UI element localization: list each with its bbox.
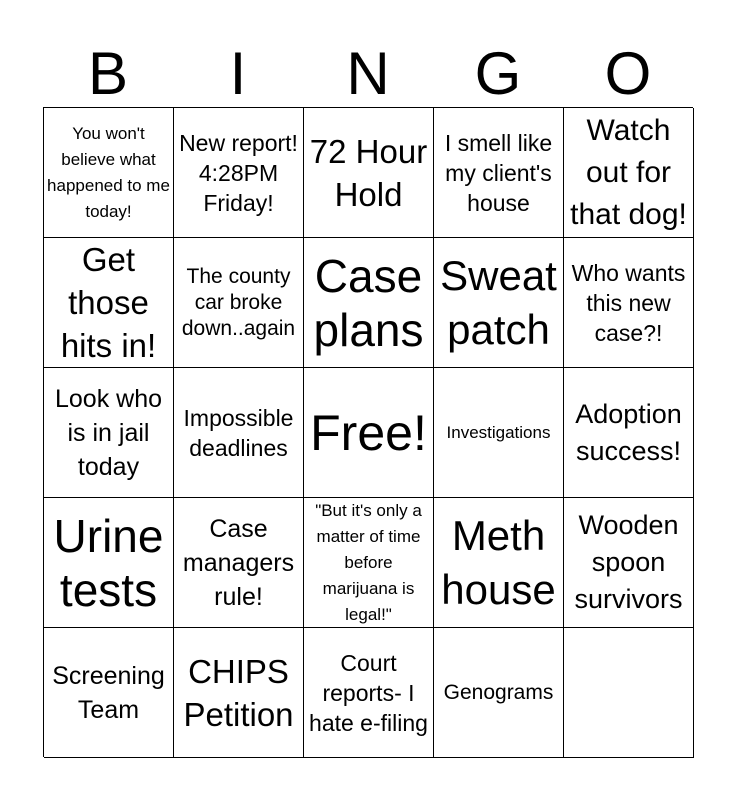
- cell-text: 72 Hour Hold: [309, 132, 428, 213]
- bingo-card: [43, 107, 693, 757]
- bingo-cell-7[interactable]: [174, 238, 304, 368]
- cell-text: Investigations: [446, 422, 551, 442]
- bingo-cell-3[interactable]: [304, 108, 434, 238]
- bingo-cell-25-empty[interactable]: [564, 628, 694, 758]
- header-letter-g: G: [474, 40, 522, 107]
- cell-text: Case managers rule!: [182, 514, 295, 611]
- header-letter-n: N: [346, 40, 390, 107]
- bingo-cell-2[interactable]: [174, 108, 304, 238]
- bingo-cell-10[interactable]: [564, 238, 694, 368]
- header-letter-i: I: [229, 40, 247, 107]
- bingo-cell-21[interactable]: [44, 628, 174, 758]
- bingo-cell-22[interactable]: [174, 628, 304, 758]
- free-space-text: Free!: [310, 404, 427, 461]
- cell-text: Genograms: [443, 680, 554, 704]
- bingo-cell-5[interactable]: [564, 108, 694, 238]
- bingo-cell-20[interactable]: [564, 498, 694, 628]
- cell-text: You won't believe what happened to me today!: [47, 123, 170, 221]
- cell-text: Screening Team: [52, 661, 165, 724]
- cell-text: Adoption success!: [575, 398, 682, 466]
- bingo-cell-24[interactable]: [434, 628, 564, 758]
- cell-text: New report! 4:28PM Friday!: [179, 129, 298, 216]
- bingo-cell-23[interactable]: [304, 628, 434, 758]
- cell-text: Meth house: [441, 511, 556, 613]
- bingo-cell-16[interactable]: [44, 498, 174, 628]
- bingo-cell-9[interactable]: [434, 238, 564, 368]
- bingo-cell-8[interactable]: [304, 238, 434, 368]
- bingo-cell-12[interactable]: [174, 368, 304, 498]
- cell-text: Look who is in jail today: [54, 384, 163, 481]
- bingo-cell-18[interactable]: [304, 498, 434, 628]
- cell-text: Watch out for that dog!: [570, 113, 687, 231]
- header-letter-o: O: [604, 40, 652, 107]
- bingo-cell-1[interactable]: [44, 108, 174, 238]
- cell-text: Wooden spoon survivors: [574, 510, 683, 614]
- cell-text: Get those hits in!: [60, 241, 157, 364]
- bingo-cell-15[interactable]: [564, 368, 694, 498]
- cell-text: Urine tests: [53, 509, 164, 616]
- cell-text: The county car broke down..again: [181, 264, 296, 340]
- cell-text: Who wants this new case?!: [571, 259, 686, 346]
- cell-text: Case plans: [313, 249, 424, 356]
- cell-text: Sweat patch: [440, 251, 557, 353]
- cell-text: Impossible deadlines: [183, 404, 294, 461]
- bingo-cell-19[interactable]: [434, 498, 564, 628]
- bingo-cell-6[interactable]: [44, 238, 174, 368]
- cell-text: "But it's only a matter of time before marijuana is legal!": [315, 500, 422, 624]
- bingo-cell-17[interactable]: [174, 498, 304, 628]
- bingo-header: [43, 40, 693, 108]
- cell-text: I smell like my client's house: [444, 129, 553, 216]
- header-letter-b: B: [87, 40, 129, 107]
- bingo-cell-14[interactable]: [434, 368, 564, 498]
- bingo-cell-11[interactable]: [44, 368, 174, 498]
- bingo-cell-13-free[interactable]: [304, 368, 434, 498]
- cell-text: CHIPS Petition: [183, 652, 294, 733]
- bingo-cell-4[interactable]: [434, 108, 564, 238]
- cell-text: Court reports- I hate e-filing: [309, 649, 428, 736]
